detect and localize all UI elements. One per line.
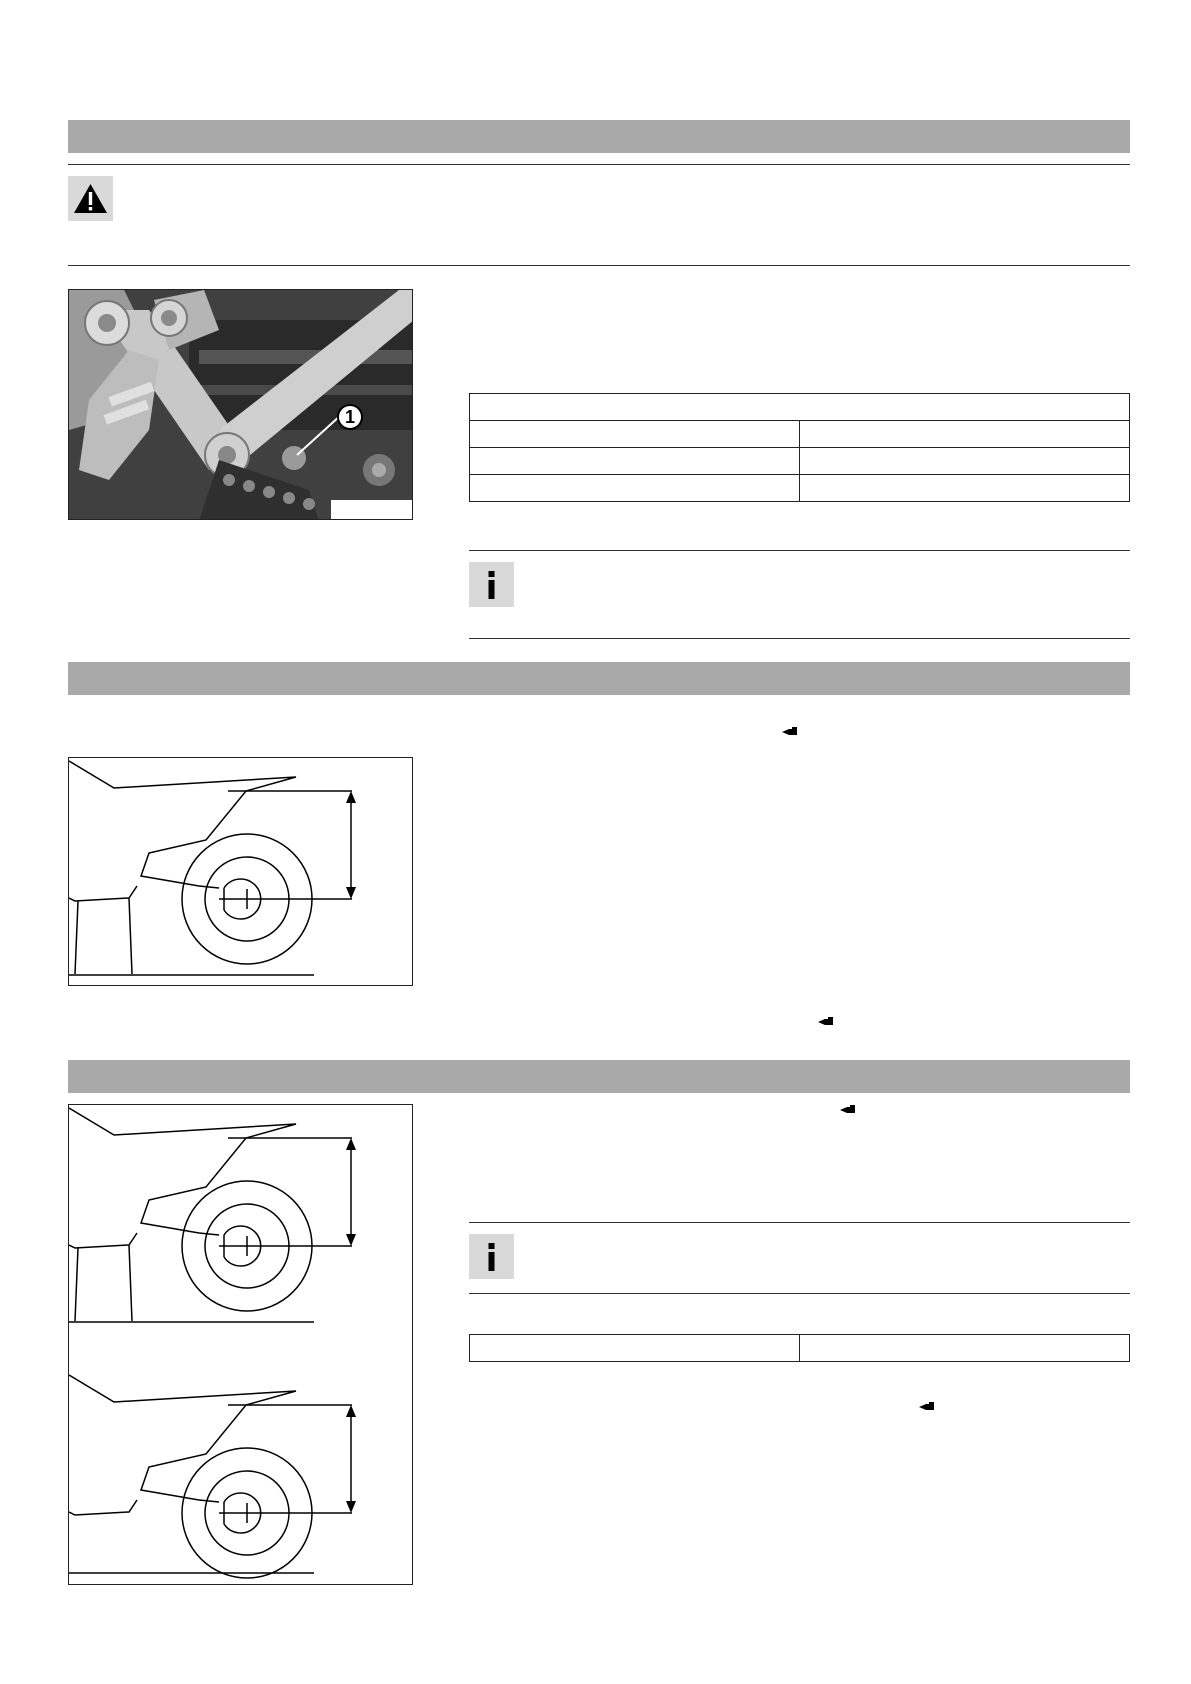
table-cell	[470, 475, 800, 502]
info-icon	[469, 562, 514, 607]
table-cell	[800, 475, 1130, 502]
table-row	[470, 421, 1130, 448]
pointing-hand-icon	[919, 1402, 935, 1412]
info-icon	[469, 1234, 514, 1279]
measurement-diagram-compare	[68, 1104, 413, 1585]
table-cell	[470, 1335, 800, 1362]
table-cell	[470, 448, 800, 475]
diagram-lines	[69, 758, 414, 987]
warning-top-rule	[68, 164, 1130, 165]
section-header-bar-2	[68, 662, 1130, 695]
table-row	[470, 475, 1130, 502]
rear-frame-photo	[68, 289, 413, 520]
table-cell	[470, 421, 800, 448]
measurement-diagram-stand	[68, 757, 413, 986]
table-row	[470, 394, 1130, 421]
warning-triangle-icon	[68, 176, 113, 221]
table-cell	[800, 448, 1130, 475]
info-bottom-rule-2	[469, 1293, 1130, 1294]
table-cell	[800, 421, 1130, 448]
pointing-hand-icon	[782, 727, 798, 737]
table-cell	[470, 394, 1130, 421]
spec-table-2	[469, 1334, 1130, 1362]
info-bottom-rule-1	[469, 638, 1130, 639]
photo-illustration	[69, 290, 413, 520]
table-row	[470, 1335, 1130, 1362]
diagram-lines	[69, 1105, 414, 1586]
pointing-hand-icon	[818, 1017, 834, 1027]
section-header-bar-3	[68, 1060, 1130, 1093]
table-row	[470, 448, 1130, 475]
spec-table-1	[469, 393, 1130, 502]
table-cell	[800, 1335, 1130, 1362]
info-icon-box-2	[469, 1234, 514, 1279]
info-icon-box-1	[469, 562, 514, 607]
warning-bottom-rule	[68, 265, 1130, 266]
pointing-hand-icon	[840, 1105, 856, 1115]
callout-1-number: 1	[344, 407, 355, 427]
section-header-bar-1	[68, 120, 1130, 153]
info-top-rule-1	[469, 550, 1130, 551]
warning-icon-box	[68, 176, 113, 221]
callout-1-marker	[337, 404, 363, 430]
info-top-rule-2	[469, 1222, 1130, 1223]
